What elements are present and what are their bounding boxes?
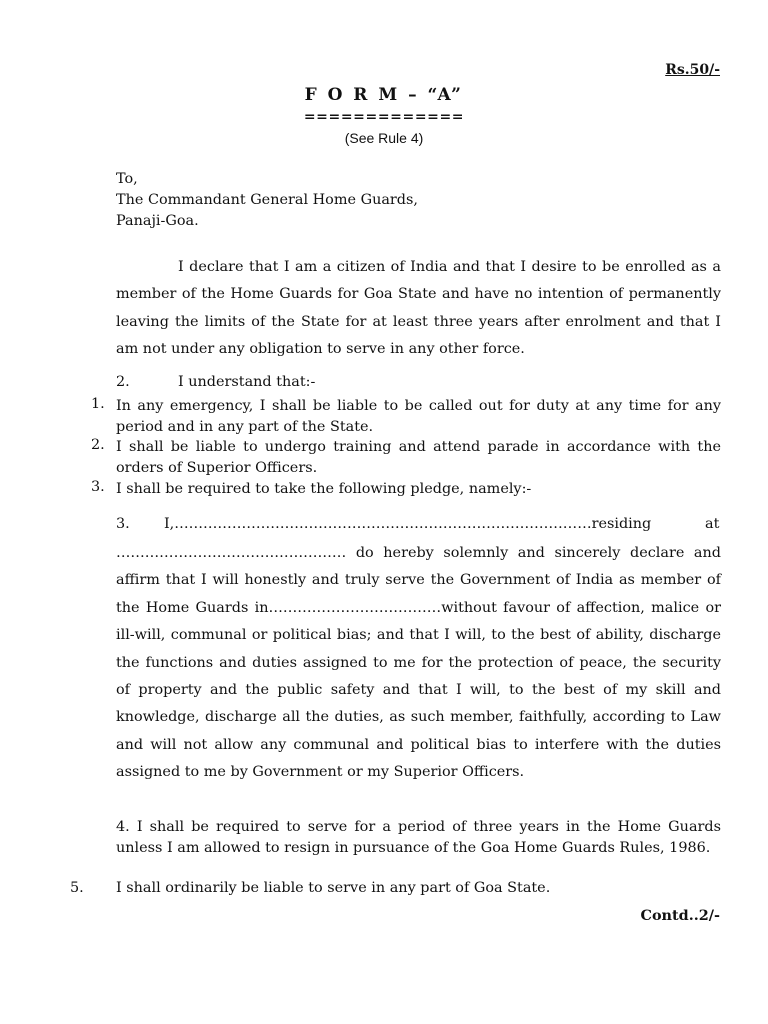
section-4-text: 4. I shall be required to serve for a period of three years in the Home Guards unless I am allowed to resign in pursuance of the Goa Home Guards Rules, 1986.: [116, 819, 721, 856]
form-title: F O R M – “A”: [304, 85, 464, 105]
pledge-text: ………………………………………… do hereby solemnly and sincerely declare and affirm that I will honestly and truly serve the Government of India as member of the Home Guards in………………………………without favour of affection, malice or ill-will, communal or political bias; and that I will, to the best of ability, discharge the functions and duties assigned to me for the protection of peace, the security of property and the public safety and that I will, to the best of my skill and knowledge, discharge all the duties, as such member, faithfully, according to Law and will not allow any communal and political bias to interfere with the duties assigned to me by Government or my Superior Officers.: [116, 545, 721, 781]
section-5-text: I shall ordinarily be liable to serve in any part of Goa State.: [116, 880, 551, 896]
address-line-2: Panaji-Goa.: [116, 213, 199, 229]
pledge-at: at: [705, 516, 720, 532]
address-to: To,: [116, 171, 138, 187]
title-underline: =============: [303, 109, 465, 125]
section-4-paragraph: [116, 817, 721, 858]
address-line-1: The Commandant General Home Guards,: [116, 192, 418, 208]
section-5-number: 5.: [70, 880, 84, 896]
list-item-number: 2.: [91, 437, 105, 453]
pledge-paragraph: [116, 540, 721, 787]
list-item: I shall be liable to undergo training and attend parade in accordance with the orders of Superior Officers.: [116, 439, 721, 476]
pledge-number: 3.: [116, 516, 130, 532]
declaration-paragraph: [116, 254, 721, 364]
list-item: In any emergency, I shall be liable to be called out for duty at any time for any period and in any part of the State.: [116, 398, 721, 435]
list-item-number: 3.: [91, 479, 105, 495]
section-2-heading: I understand that:-: [178, 374, 316, 390]
list-item-number: 1.: [91, 396, 105, 412]
form-fee: Rs.50/-: [665, 62, 720, 78]
list-item: I shall be required to take the following pledge, namely:-: [116, 481, 532, 497]
pledge-name-blank: I,……………………………………………………………………………residing: [164, 516, 652, 532]
continued-marker: Contd..2/-: [640, 907, 720, 924]
section-2-number: 2.: [116, 374, 130, 390]
rule-reference: (See Rule 4): [344, 130, 424, 146]
declaration-text: I declare that I am a citizen of India and that I desire to be enrolled as a member of the Home Guards for Goa State and have no intention of permanently leaving the limits of the State for at least three years after enrolment and that I am not under any obligation to serve in any other force.: [116, 259, 721, 358]
